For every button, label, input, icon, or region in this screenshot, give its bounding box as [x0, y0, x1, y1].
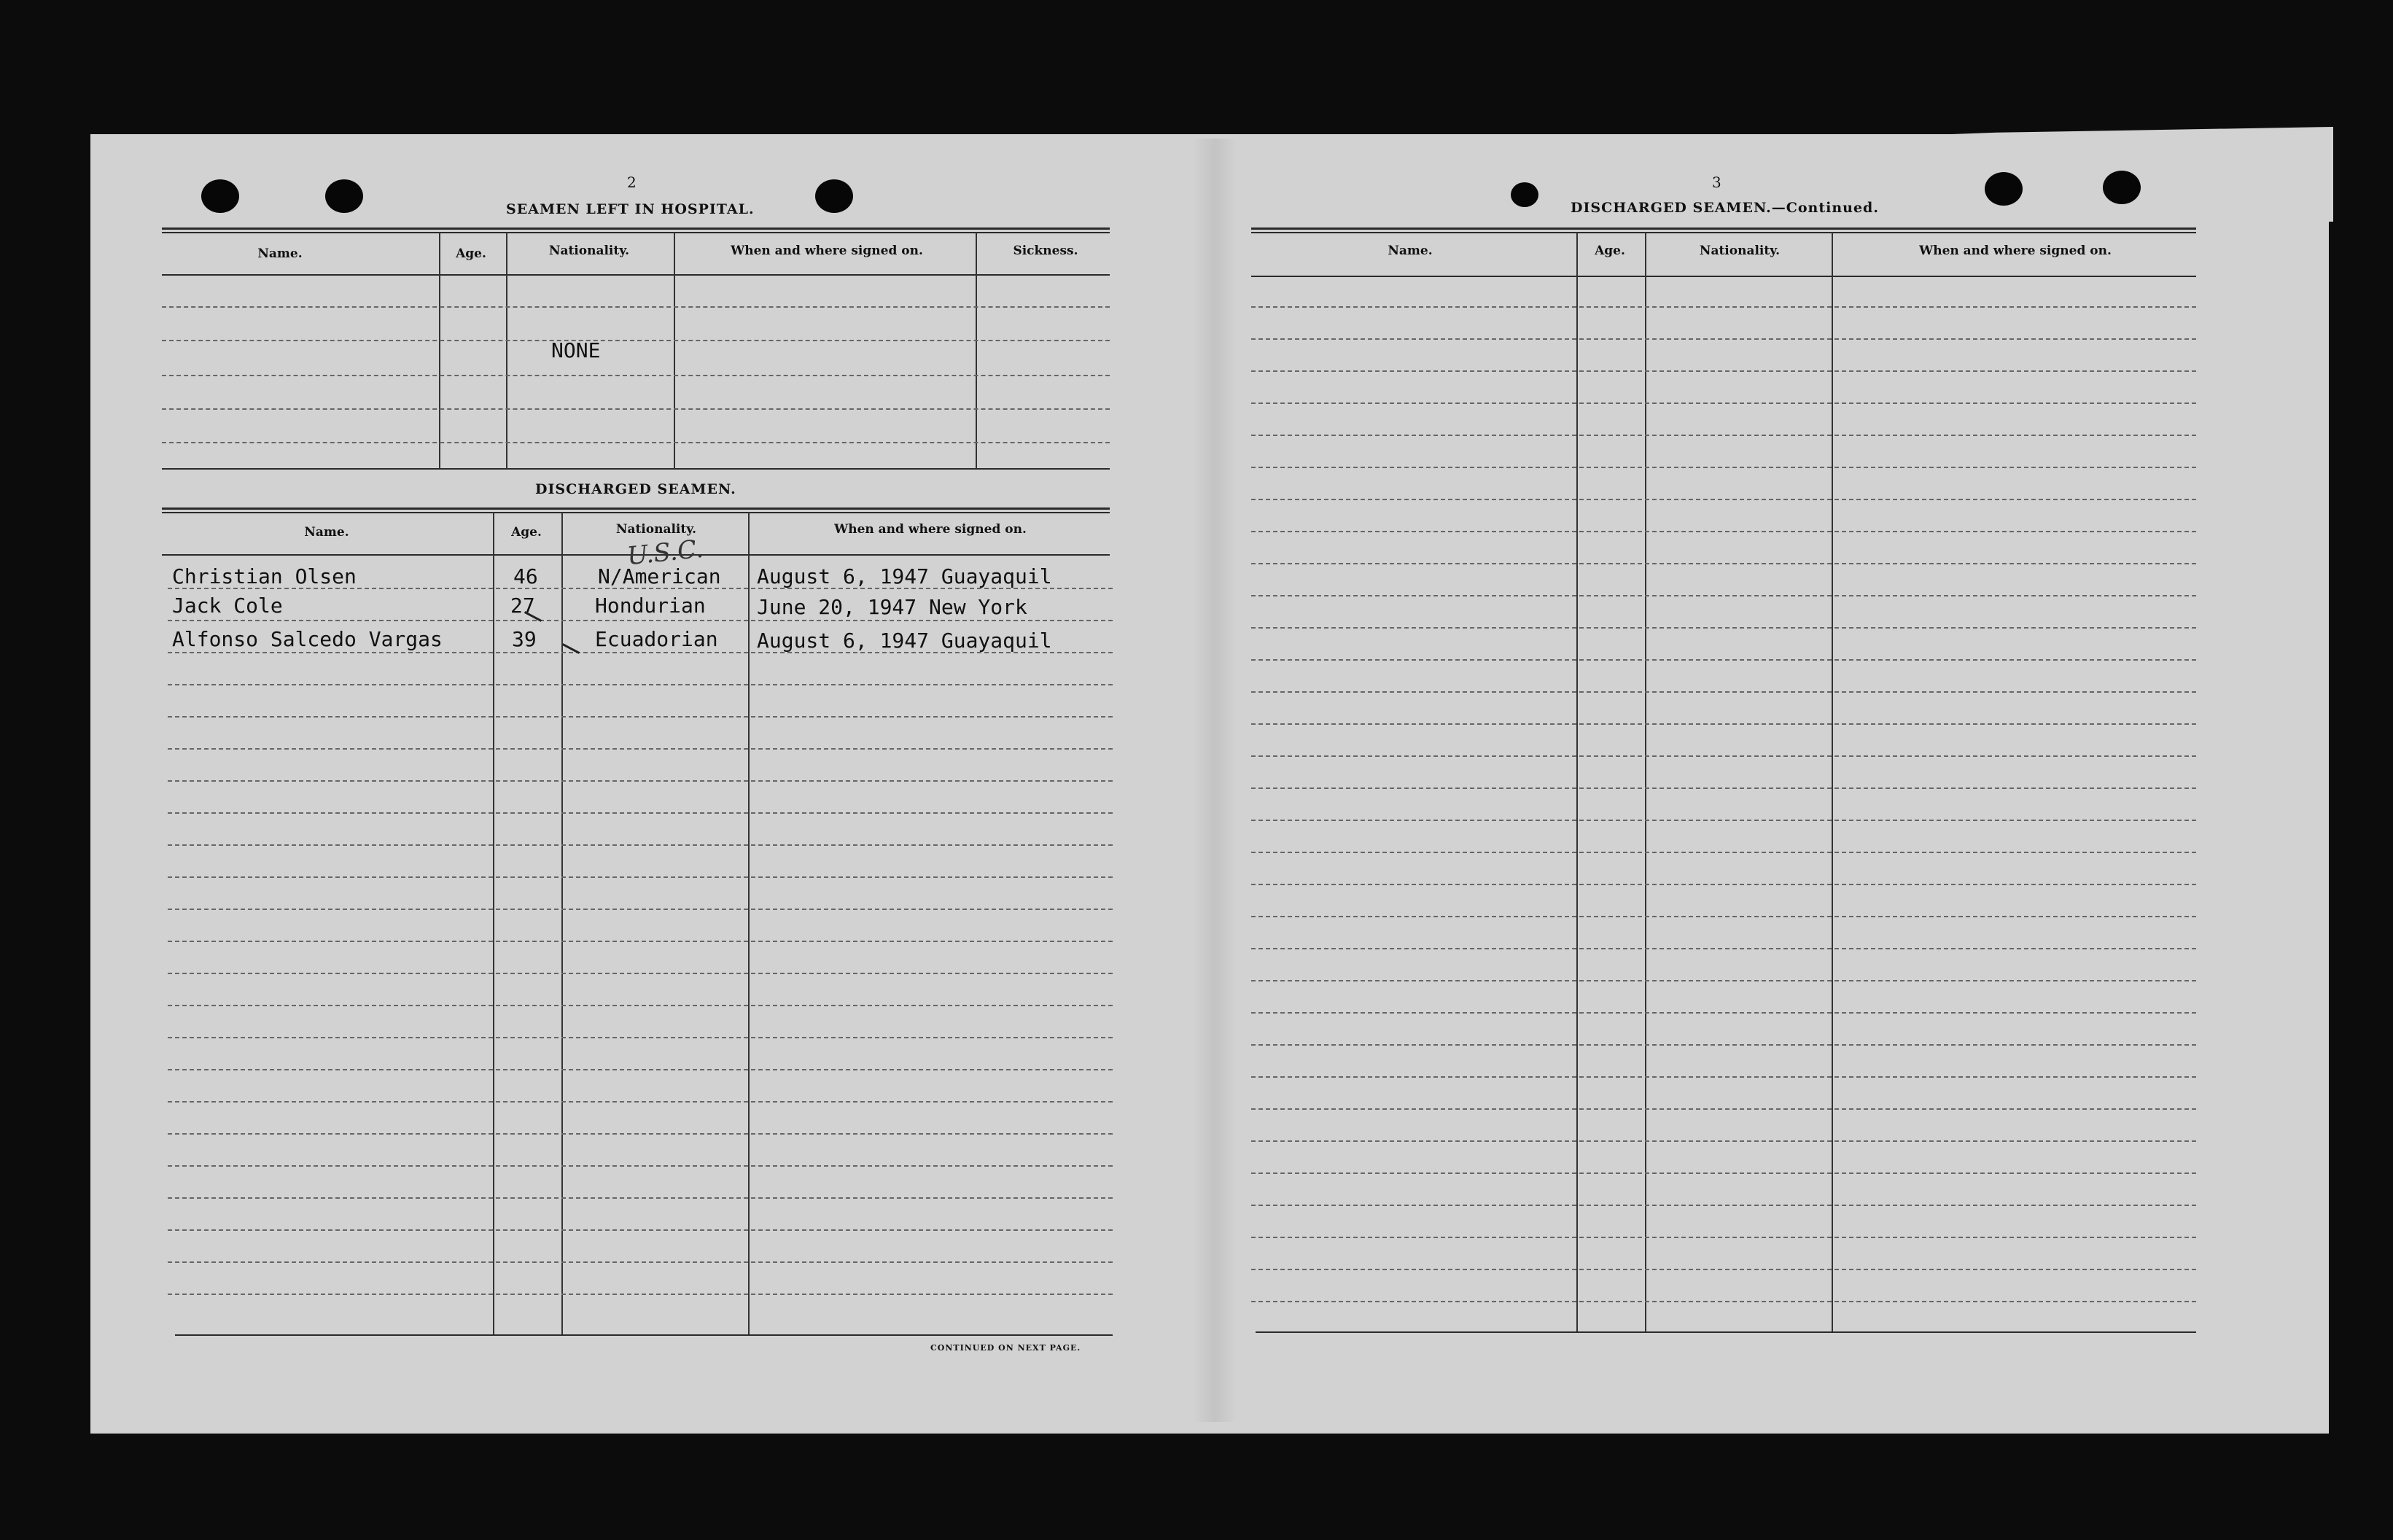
- ruled-line: [168, 1261, 1113, 1263]
- ruled-line: [1251, 659, 2196, 661]
- column-divider: [493, 512, 494, 1334]
- hospital-col-name: Name.: [257, 246, 303, 261]
- seaman-name: Alfonso Salcedo Vargas: [172, 627, 443, 651]
- table-rule: [162, 468, 1110, 470]
- ruled-line: [168, 716, 1113, 718]
- hospital-entry-none: NONE: [551, 338, 601, 362]
- table-rule: [1251, 232, 2196, 233]
- ruled-line: [1251, 1237, 2196, 1238]
- column-divider: [439, 232, 440, 468]
- ruled-line: [168, 1294, 1113, 1295]
- continued-col-name: Name.: [1388, 244, 1433, 258]
- discharged-col-age: Age.: [511, 525, 542, 540]
- punch-hole: [2103, 171, 2141, 204]
- discharged-col-nationality: Nationality.: [615, 522, 697, 537]
- ruled-line: [168, 1101, 1113, 1102]
- ruled-line: [168, 876, 1113, 878]
- column-divider: [506, 232, 507, 468]
- ruled-line: [1251, 1108, 2196, 1110]
- page-fold: [1193, 139, 1237, 1422]
- column-divider: [674, 232, 675, 468]
- ruled-line: [1251, 948, 2196, 949]
- hospital-col-nationality: Nationality.: [548, 244, 630, 258]
- ruled-line: [1251, 820, 2196, 821]
- hospital-section-title: SEAMEN LEFT IN HOSPITAL.: [506, 201, 755, 217]
- ruled-line: [1251, 980, 2196, 981]
- ruled-line: [1251, 1205, 2196, 1206]
- discharged-col-signed-on: When and where signed on.: [834, 522, 1027, 537]
- punch-hole: [815, 179, 853, 213]
- seaman-signed-on: June 20, 1947 New York: [757, 595, 1027, 619]
- punch-hole: [1511, 182, 1538, 207]
- ruled-line: [1251, 306, 2196, 308]
- ruled-line: [168, 844, 1113, 846]
- ruled-line: [168, 1165, 1113, 1167]
- ruled-line: [168, 1197, 1113, 1199]
- punch-hole: [1985, 172, 2023, 206]
- table-rule: [162, 508, 1110, 510]
- continued-col-age: Age.: [1595, 244, 1625, 258]
- ruled-line: [1251, 852, 2196, 853]
- seaman-age: 27: [510, 594, 535, 618]
- ruled-line: [162, 408, 1110, 410]
- hospital-col-sickness: Sickness.: [1013, 244, 1078, 258]
- column-divider: [1832, 232, 1833, 1331]
- punch-hole: [325, 179, 363, 213]
- ruled-line: [162, 375, 1110, 376]
- ruled-line: [1251, 916, 2196, 917]
- ruled-line: [1251, 370, 2196, 372]
- ruled-line: [168, 1005, 1113, 1006]
- handwritten-annotation: U.S.C.: [626, 534, 705, 572]
- seaman-nationality: Ecuadorian: [595, 627, 718, 651]
- ruled-line: [1251, 499, 2196, 500]
- ruled-line: [162, 340, 1110, 341]
- seaman-name: Christian Olsen: [172, 564, 357, 588]
- ruled-line: [162, 442, 1110, 443]
- ruled-line: [1251, 563, 2196, 564]
- ruled-line: [162, 306, 1110, 308]
- page-number: 3: [1712, 174, 1721, 191]
- column-divider: [976, 232, 977, 468]
- column-divider: [561, 512, 563, 1334]
- ruled-line: [1251, 1140, 2196, 1142]
- ruled-line: [1251, 1012, 2196, 1014]
- punch-hole: [201, 179, 239, 213]
- ruled-line: [1251, 1172, 2196, 1174]
- ruled-line: [1251, 531, 2196, 532]
- ruled-line: [168, 1037, 1113, 1038]
- table-rule: [162, 232, 1110, 233]
- column-divider: [1576, 232, 1578, 1331]
- continued-col-nationality: Nationality.: [1699, 244, 1781, 258]
- seaman-age: 39: [512, 627, 537, 651]
- ruled-line: [1251, 338, 2196, 340]
- table-rule: [162, 274, 1110, 276]
- column-divider: [748, 512, 750, 1334]
- ruled-line: [1251, 755, 2196, 757]
- ruled-line: [1251, 723, 2196, 725]
- ruled-line: [168, 941, 1113, 942]
- seaman-nationality: Hondurian: [595, 594, 706, 618]
- seaman-nationality: N/American: [598, 564, 721, 588]
- ruled-line: [1251, 1269, 2196, 1270]
- ruled-line: [1251, 435, 2196, 436]
- table-rule: [162, 228, 1110, 230]
- continued-note: CONTINUED ON NEXT PAGE.: [930, 1343, 1081, 1353]
- ruled-line: [168, 684, 1113, 685]
- seaman-signed-on: August 6, 1947 Guayaquil: [757, 629, 1052, 653]
- table-rule: [1251, 276, 2196, 277]
- column-divider: [1645, 232, 1646, 1331]
- ruled-line: [168, 909, 1113, 910]
- hospital-col-age: Age.: [456, 246, 486, 261]
- discharged-section-title: DISCHARGED SEAMEN.: [535, 481, 736, 497]
- page-number: 2: [627, 174, 637, 191]
- table-rule: [1251, 228, 2196, 230]
- ruled-line: [168, 1229, 1113, 1231]
- ruled-line: [1251, 691, 2196, 693]
- seaman-age: 46: [513, 564, 538, 588]
- discharged-continued-title: DISCHARGED SEAMEN.—Continued.: [1571, 200, 1879, 216]
- ruled-line: [168, 620, 1113, 621]
- table-rule: [1256, 1331, 2196, 1333]
- hospital-col-signed-on: When and where signed on.: [731, 244, 923, 258]
- ruled-line: [1251, 595, 2196, 596]
- ruled-line: [1251, 1076, 2196, 1078]
- ruled-line: [1251, 788, 2196, 789]
- ruled-line: [168, 973, 1113, 974]
- ruled-line: [1251, 402, 2196, 404]
- ruled-line: [1251, 1301, 2196, 1302]
- ruled-line: [168, 1133, 1113, 1135]
- ruled-line: [168, 1069, 1113, 1070]
- table-rule: [175, 1334, 1113, 1336]
- seaman-signed-on: August 6, 1947 Guayaquil: [757, 564, 1052, 588]
- ruled-line: [1251, 467, 2196, 468]
- table-rule: [162, 512, 1110, 513]
- ruled-line: [168, 812, 1113, 814]
- ruled-line: [168, 780, 1113, 782]
- ruled-line: [168, 748, 1113, 750]
- continued-col-signed-on: When and where signed on.: [1919, 244, 2112, 258]
- discharged-col-name: Name.: [304, 525, 349, 540]
- seaman-name: Jack Cole: [172, 594, 283, 618]
- ruled-line: [1251, 627, 2196, 629]
- ruled-line: [1251, 1044, 2196, 1046]
- ruled-line: [1251, 884, 2196, 885]
